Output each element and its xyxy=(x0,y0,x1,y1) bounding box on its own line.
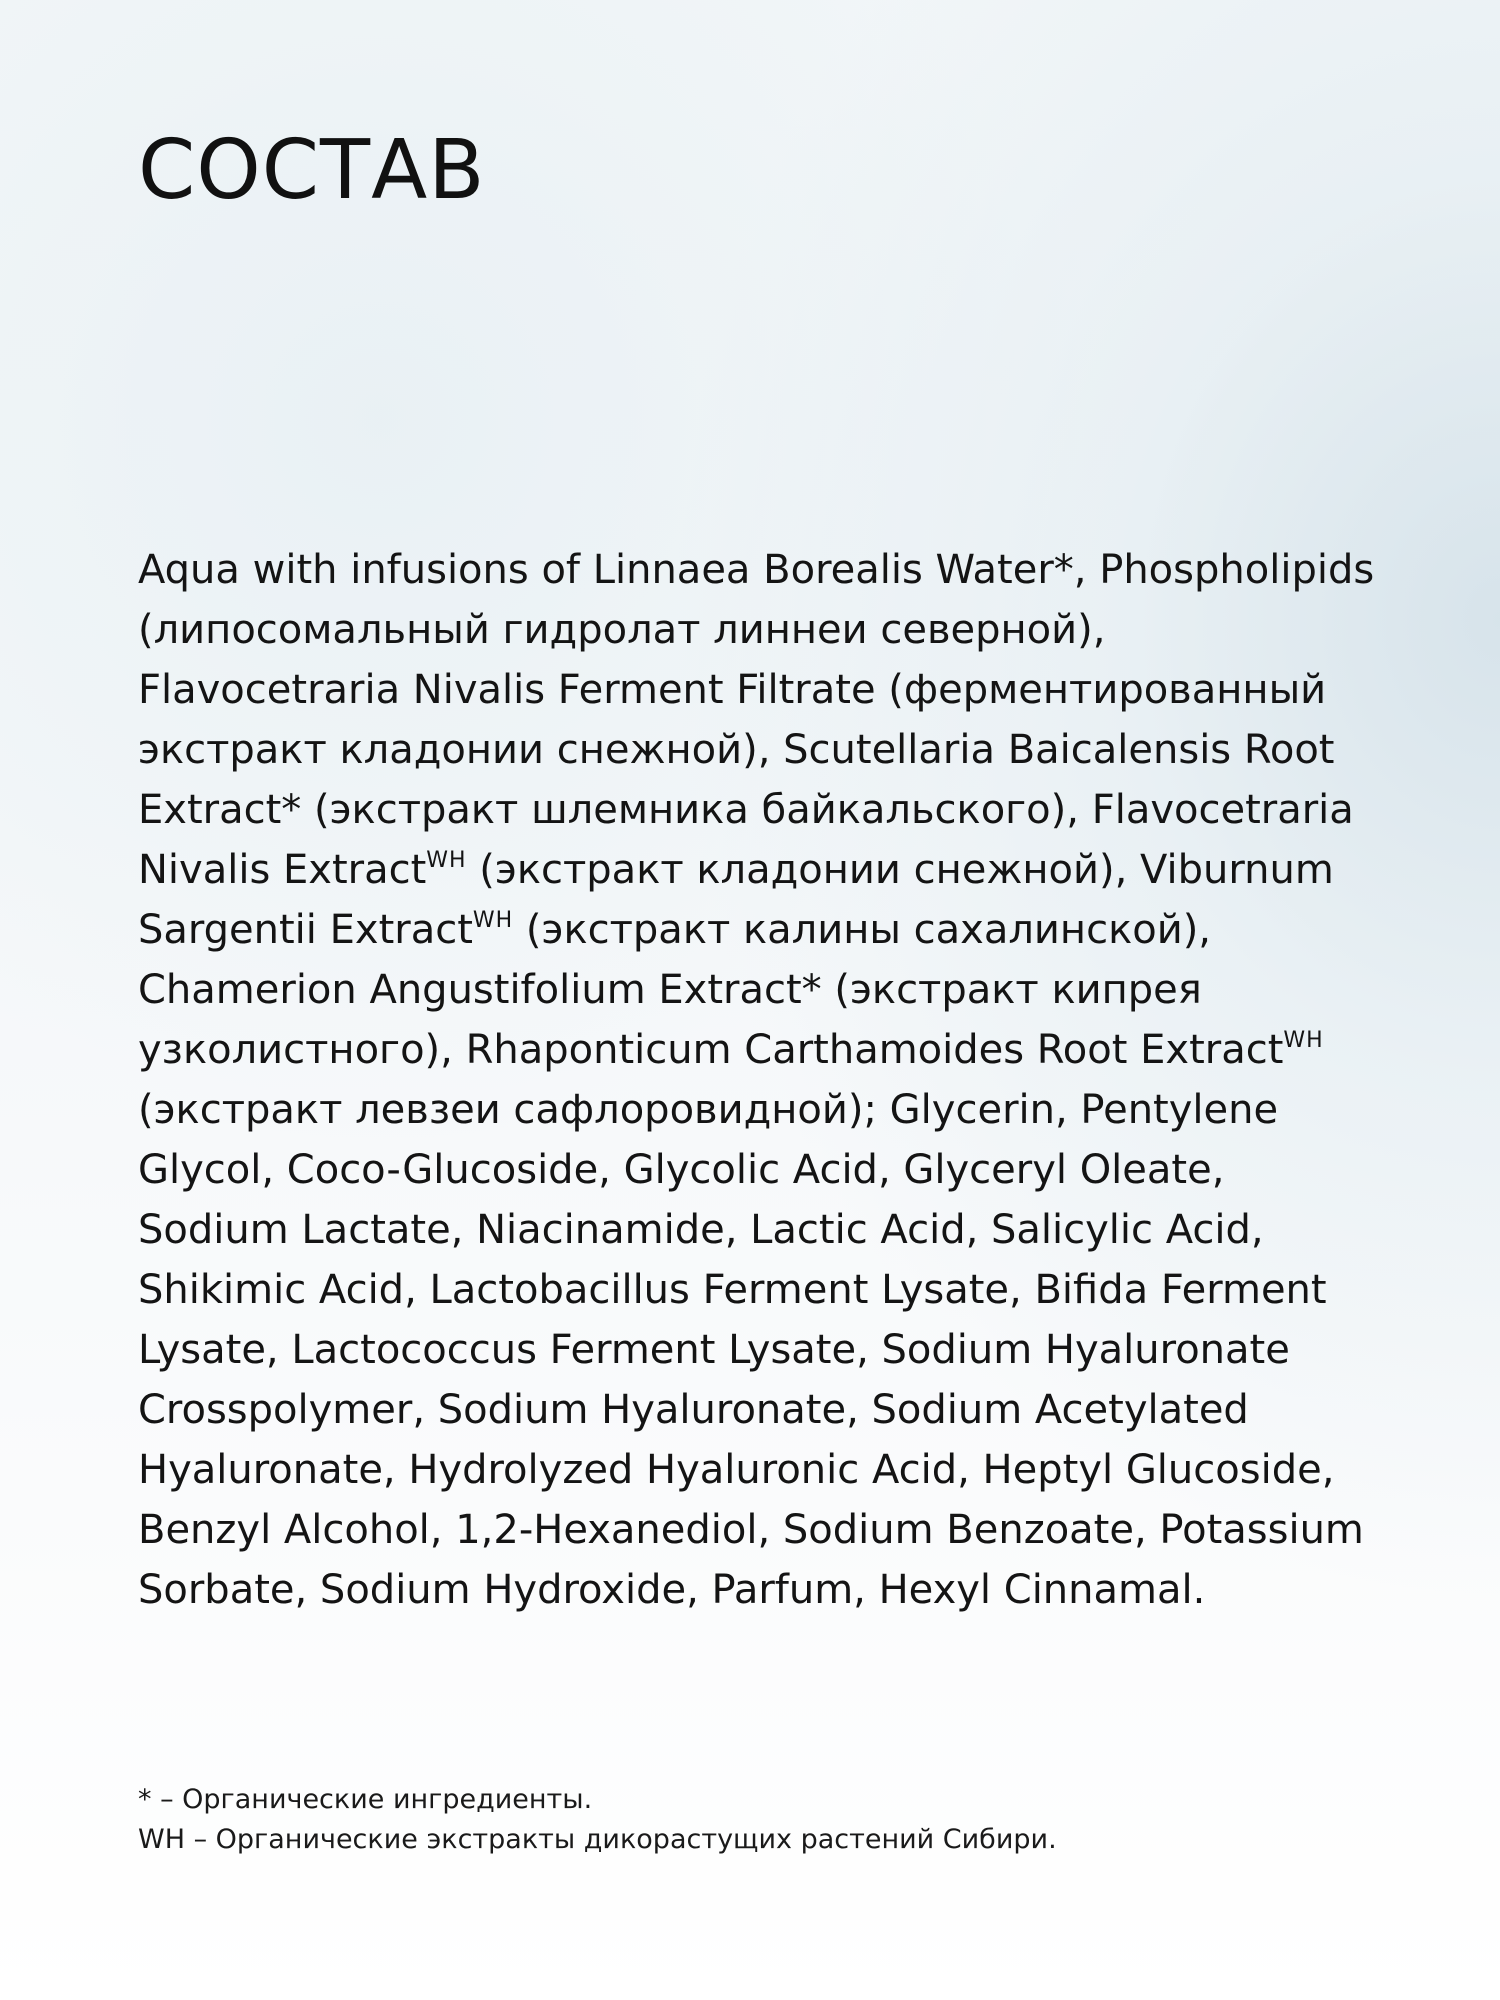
wh-marker: WH xyxy=(472,908,514,933)
wh-marker: WH xyxy=(1283,1028,1324,1053)
page-title: СОСТАВ xyxy=(138,123,486,218)
footnote-organic: * – Органические ингредиенты. xyxy=(138,1784,593,1815)
ingredients-part-3: (экстракт калины сахалинской), Chamerion Angustifolium Extract* (экстракт кипрея узколистного), Rhaponticum Carthamoides Root Extract xyxy=(138,907,1284,1073)
footnotes xyxy=(138,1780,1378,1860)
ingredients-part-1: Aqua with infusions of Linnaea Borealis Water*, Phospholipids (липосомальный гидролат линнеи северной), Flavocetraria Nivalis Ferment Filtrate (ферментированный экстракт кладонии снежной), Scutellaria Baicalensis Root Extract* (экстракт шлемника байкальского), Flavocetraria Nivalis Extract xyxy=(138,547,1375,893)
wh-marker: WH xyxy=(426,848,467,873)
ingredients-part-4: (экстракт левзеи сафлоровидной); Glycerin, Pentylene Glycol, Coco-Glucoside, Glycolic Acid, Glyceryl Oleate, Sodium Lactate, Niacinamide, Lactic Acid, Salicylic Acid, Shikimic Acid, Lactobacillus Ferment Lysate, Bifida Ferment Lysate, Lactococcus Ferment Lysate, Sodium Hyaluronate Crosspolymer, Sodium Hyaluronate, Sodium Acetylated Hyaluronate, Hydrolyzed Hyaluronic Acid, Heptyl Glucoside, Benzyl Alcohol, 1,2-Hexanediol, Sodium Benzoate, Potassium Sorbate, Sodium Hydroxide, Parfum, Hexyl Cinnamal. xyxy=(138,1087,1364,1613)
ingredients-part-2: (экстракт кладонии снежной), Viburnum Sargentii Extract xyxy=(138,847,1334,953)
ingredients-text xyxy=(138,540,1378,1620)
footnote-wild-harvested: WH – Органические экстракты дикорастущих растений Сибири. xyxy=(138,1824,1057,1855)
